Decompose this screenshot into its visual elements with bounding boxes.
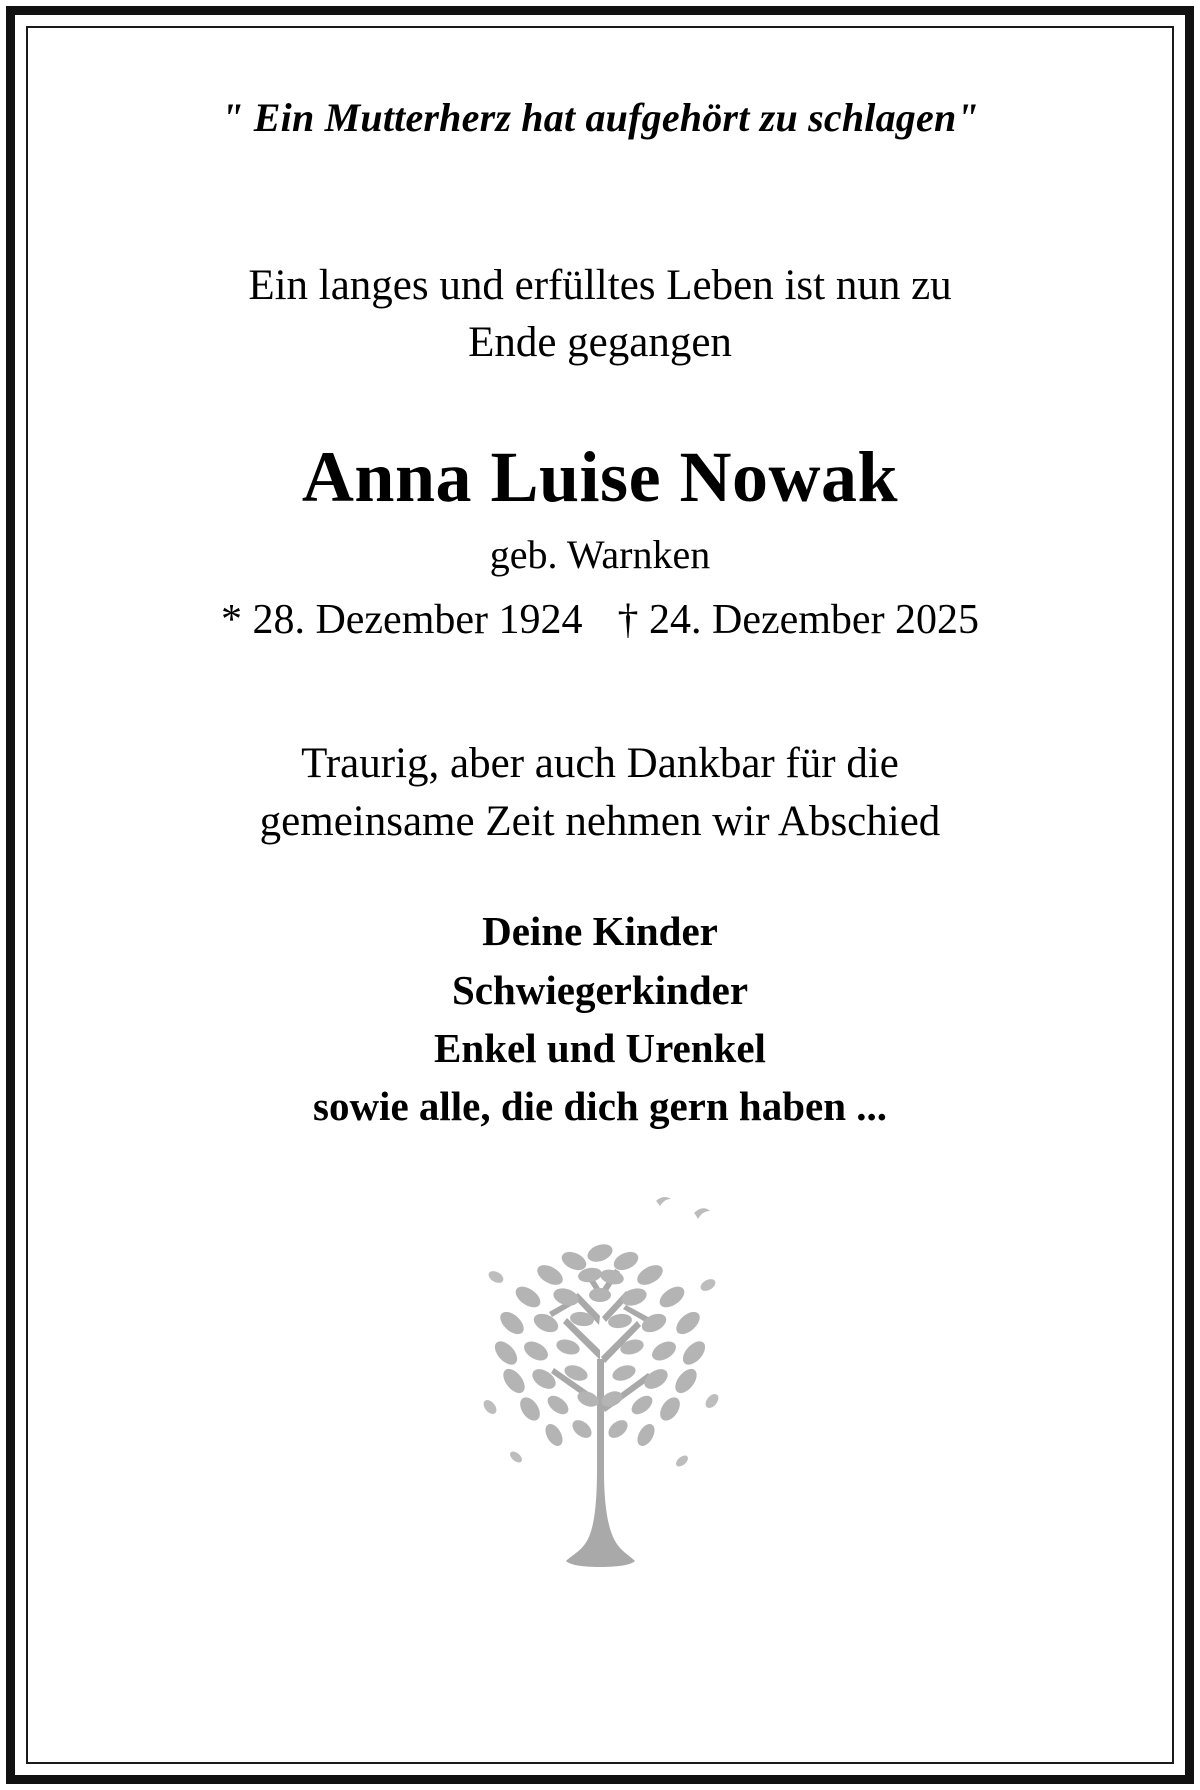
maiden-name: geb. Warnken [489, 531, 711, 577]
family-line: Enkel und Urenkel [434, 1024, 766, 1071]
intro-text [60, 258, 1140, 372]
deceased-name: Anna Luise Nowak [301, 436, 899, 517]
farewell-line-1: Traurig, aber auch Dankbar für die [301, 740, 899, 788]
birth-date: * 28. Dezember 1924 [220, 596, 583, 643]
family-line: sowie alle, die dich gern haben ... [312, 1082, 888, 1129]
ornament-container [60, 1157, 1140, 1577]
life-dates [60, 595, 1140, 645]
family-line: Deine Kinder [482, 908, 718, 955]
card-content [60, 52, 1140, 1750]
tree-of-life-icon [450, 1157, 750, 1577]
motto-quote: " Ein Mutterherz hat aufgehört zu schlagen" [221, 95, 979, 140]
intro-line-1: Ein langes und erfülltes Leben ist nun zu [248, 262, 952, 309]
family-line: Schwiegerkinder [451, 966, 749, 1013]
farewell-line-2: gemeinsame Zeit nehmen wir Abschied [259, 797, 941, 845]
intro-line-2: Ende gegangen [468, 318, 732, 366]
death-date: † 24. Dezember 2025 [617, 596, 980, 643]
family-signature [60, 902, 1140, 1135]
farewell-text [60, 735, 1140, 850]
